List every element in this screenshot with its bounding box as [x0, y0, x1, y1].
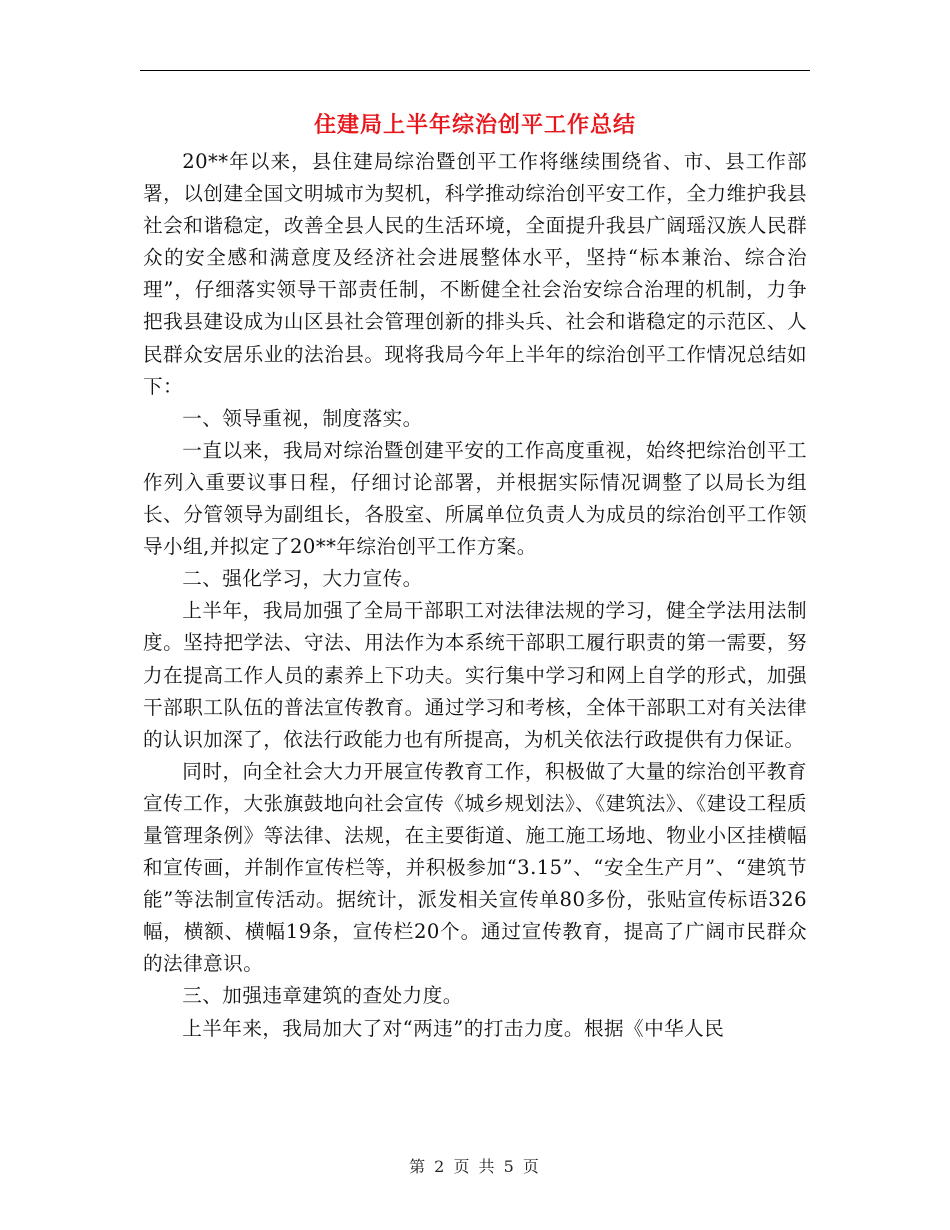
section-1-paragraph: 一直以来，我局对综治暨创建平安的工作高度重视，始终把综治创平工作列入重要议事日程，仔细讨论部署，并根据实际情况调整了以局长为组长、分管领导为副组长，各股室、所属单位负责人为成员的综治创平工作领导小组,并拟定了20**年综治创平工作方案。	[143, 438, 807, 559]
header-rule	[140, 70, 810, 71]
section-heading-1: 一、领导重视，制度落实。	[182, 406, 423, 430]
page-number: 第 2 页 共 5 页	[409, 1157, 541, 1176]
intro-paragraph: 20**年以来，县住建局综治暨创平工作将继续围绕省、市、县工作部署，以创建全国文明城市为契机，科学推动综治创平安工作，全力维护我县社会和谐稳定，改善全县人民的生活环境，全面提升我县广阔瑶汉族人民群众的安全感和满意度及经济社会进展整体水平，坚持“标本兼治、综合治理”，仔细落实领导干部责任制，不断健全社会治安综合治理的机制，力争把我县建设成为山区县社会管理创新的排头兵、社会和谐稳定的示范区、人民群众安居乐业的法治县。现将我局今年上半年的综治创平工作情况总结如下：	[143, 150, 807, 398]
document-title: 住建局上半年综治创平工作总结	[313, 112, 636, 138]
section-2-paragraph-1: 上半年，我局加强了全局干部职工对法律法规的学习，健全学法用法制度。坚持把学法、守法、用法作为本系统干部职工履行职责的第一需要，努力在提高工作人员的素养上下功夫。实行集中学习和网上自学的形式，加强干部职工队伍的普法宣传教育。通过学习和考核，全体干部职工对有关法律的认识加深了，依法行政能力也有所提高，为机关依法行政提供有力保证。	[143, 599, 807, 751]
section-heading-2: 二、强化学习，大力宣传。	[182, 567, 423, 591]
document-body	[143, 146, 807, 1045]
section-2-paragraph-2: 同时，向全社会大力开展宣传教育工作，积极做了大量的综治创平教育宣传工作，大张旗鼓地向社会宣传《城乡规划法》、《建筑法》、《建设工程质量管理条例》等法律、法规，在主要街道、施工施工场地、物业小区挂横幅和宣传画，并制作宣传栏等，并积极参加“3.15”、“安全生产月”、“建筑节能”等法制宣传活动。据统计，派发相关宣传单80多份，张贴宣传标语326幅，横额、横幅19条，宣传栏20个。通过宣传教育，提高了广阔市民群众的法律意识。	[143, 759, 807, 976]
section-heading-3: 三、加强违章建筑的查处力度。	[182, 984, 463, 1008]
section-3-paragraph: 上半年来，我局加大了对“两违”的打击力度。根据《中华人民	[182, 1016, 725, 1040]
